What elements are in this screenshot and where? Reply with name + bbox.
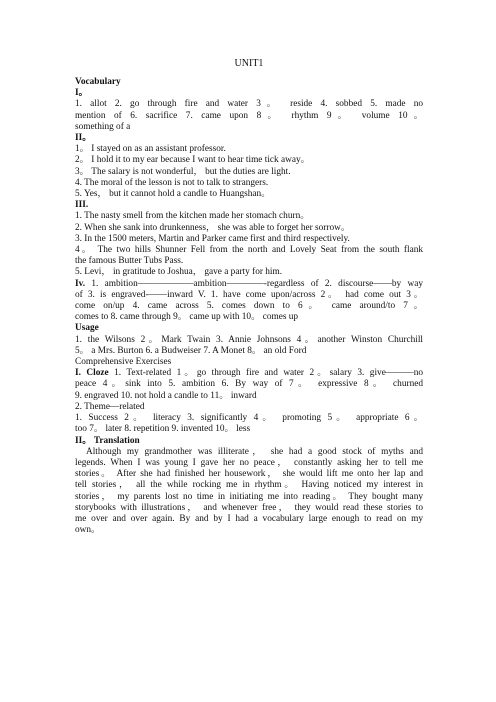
section-4-line: of 3. is engraved-——inward V. 1. have come upon/across 2。 had come out 3。 — [75, 289, 423, 300]
theme-heading: 2. Theme—related — [75, 401, 145, 412]
cloze-line: peace 4。sink into 5. ambition 6. By way of 7。 expressive 8。 churned — [75, 379, 423, 390]
theme-line: 1. Success 2。 literacy 3. significantly 4。 promoting 5。 appropriate 6。 — [75, 413, 423, 424]
section-1-line: something of a — [75, 121, 131, 132]
section-1-line: mention of 6. sacrifice 7. came upon 8。 rhythm 9。 volume 10。 — [75, 110, 423, 121]
section-3-line: 4。 The two hills Shunner Fell from the north and Lovely Seat from the south flank — [75, 245, 423, 256]
translation-line: stories。 After she had finished her housework， she would lift me onto her lap and — [75, 469, 423, 480]
cloze-text: 1. Text-related 1。go through fire and water 2。salary 3. give———no — [108, 368, 424, 379]
translation-line: Although my grandmother was illiterate， she had a good stock of myths and — [86, 446, 423, 457]
section-3-line: 1. The nasty smell from the kitchen made her stomach churn。 — [75, 211, 310, 222]
unit-title: UNIT1 — [234, 58, 264, 69]
cloze-label: I. Cloze — [75, 368, 109, 379]
section-3-line: the famous Butter Tubs Pass. — [75, 256, 184, 267]
section-2-line: 4. The moral of the lesson is not to talk to strangers. — [75, 177, 269, 188]
section-2-line: 3。 The salary is not wonderful， but the duties are light. — [75, 166, 291, 177]
translation-heading: II。 Translation — [75, 435, 140, 446]
vocabulary-heading: Vocabulary — [75, 77, 121, 87]
section-2-line: 2。 I hold it to my ear because I want to hear time tick away。 — [75, 155, 310, 166]
section-1-heading: I。 — [75, 88, 88, 99]
usage-line: 5。 a Mrs. Burton 6. a Budweiser 7. A Monet 8。 an old Ford — [75, 345, 307, 356]
usage-line: Comprehensive Exercises — [75, 357, 172, 368]
section-3-line: 3. In the 1500 meters, Martin and Parker came first and third respectively. — [75, 233, 350, 244]
section-4-line: come on/up 4. came across 5. comes down to 6。 came around/to 7。 — [75, 301, 423, 312]
usage-line: 1. the Wilsons 2。Mark Twain 3. Annie Johnsons 4。another Winston Churchill — [75, 334, 423, 345]
translation-line: me over and over again. By and by I had a vocabulary large enough to read on my — [75, 513, 423, 524]
theme-line: too 7。 later 8. repetition 9. invented 10。 less — [75, 424, 251, 435]
section-1-line: 1. allot 2. go through fire and water 3。 reside 4. sobbed 5. made no — [75, 99, 423, 110]
cloze-line: 9. engraved 10. not hold a candle to 11。 inward — [75, 390, 257, 401]
section-4-line — [75, 279, 423, 290]
cloze-line — [75, 368, 423, 379]
section-4-line: comes to 8. came through 9。 came up with 10。 comes up — [75, 312, 299, 323]
section-2-line: 1。 I stayed on as an assistant professor. — [75, 144, 226, 155]
section-3-line: 5. Levi， in gratitude to Joshua， gave a party for him. — [75, 267, 283, 278]
translation-line: own。 — [75, 525, 101, 536]
section-3-line: 2. When she sank into drunkenness， she was able to forget her sorrow。 — [75, 222, 351, 233]
usage-heading: Usage — [75, 323, 99, 334]
section-4-label: Iv. — [75, 278, 86, 289]
section-3-heading: III. — [75, 200, 89, 211]
translation-line: stories， my parents lost no time in initiating me into reading。 They bought many — [75, 491, 423, 502]
section-4-text: 1. ambition——————ambition————-regardless of 2. discourse——by way — [91, 278, 423, 289]
translation-line: storybooks with illustrations， and whenever free， they would read these stories to — [75, 502, 423, 513]
translation-line: legends. When I was young I gave her no peace， constantly asking her to tell me — [75, 457, 423, 468]
translation-line: tell stories， all the while rocking me in rhythm。 Having noticed my interest in — [75, 480, 423, 491]
section-2-heading: II。 — [75, 133, 92, 144]
section-2-line: 5. Yes， but it cannot hold a candle to Huangshan。 — [75, 189, 271, 200]
